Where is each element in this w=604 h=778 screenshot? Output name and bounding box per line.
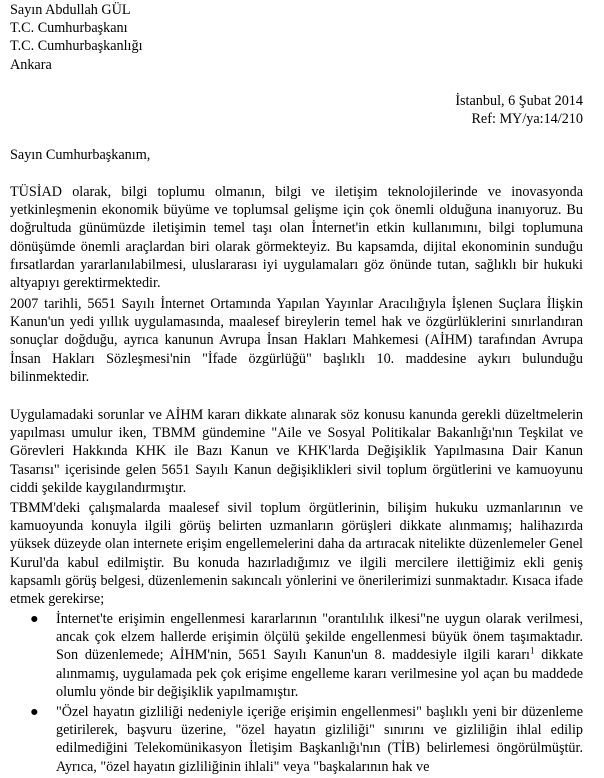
paragraph-law-5651: 2007 tarihli, 5651 Sayılı İnternet Ortamında Yapılan Yayınlar Aracılığıyla İşlenen Suçlara İlişkin Kanun'un yedi yıllık uygulamasında, maalesef bireylerin temel hak ve özgürlüklerini sınırlandıran sonuçlar doğduğu, ayrıca kanunun Avrupa İnsan Hakları Mahkemesi (AİHM) tarafından Avrupa İnsan Hakları Sözleşmesi'nin "İfade özgürlüğü" başlıklı 10. maddesine aykırı bulunduğu bilinmektedir. bbox=[10, 296, 583, 385]
list-item-text: "Özel hayatın gizliliği nedeniyle içeriğe erişimin engellenmesi" başlıklı yeni bir düzenleme getirilerek, başvuru üzerine, "özel hayatın gizliliği" sınırını ve gizliliğin ihlal edilip edilmediğini Telekomünikasyon İletişim Başkanlığı'nın (TİB) belirlemesi öngörülmüştür. Ayrıca, "özel hayatın gizliliğinin ihlali" veya "başkalarının hak ve bbox=[56, 704, 583, 775]
list-item-text: İnternet'te erişimin engellenmesi kararlarının "orantılılık ilkesi"ne uygun olarak verilmesi, ancak çok elzem hallerde erişimin ölçülü şekilde engellenmesi büyük önem taşımaktadır. Son düzenlemede; AİHM'nin, 5651 Sayılı Kanun'un 8. maddesiyle ilgili kararı bbox=[56, 611, 583, 664]
letter-date: İstanbul, 6 Şubat 2014 bbox=[455, 93, 583, 109]
paragraph-intro: TÜSİAD olarak, bilgi toplumu olmanın, bilgi ve iletişim teknolojilerinde ve inovasyonda yetkinleşmenin ekonomik büyüme ve toplumsal gelişme için çok önemli olduğuna inanıyoruz. Bu doğrultuda günümüzde iletişimin temel taşı olan İnternet'in etkin kullanımını, bilgi toplumuna dönüşümde önemli araçlardan biri olarak görmekteyiz. Bu kapsamda, dijital ekonominin sunduğu fırsatlardan yararlanılabilmesi, uluslararası iyi uygulamaları göz önünde tutan, sağlıklı bir hukuki altyapıyı gerektirmektedir. bbox=[10, 184, 583, 292]
bullet-icon: ● bbox=[30, 611, 39, 627]
paragraph-tbmm: TBMM'deki çalışmalarda maalesef sivil toplum örgütlerinin, bilişim hukuku uzmanlarının ve kamuoyunda konuyla ilgili görüş belirten uzmanların görüşleri dikkate alınmamış; halihazırda yüksek düzeyde olan internete erişim engellemelerini daha da artıracak nitelikte düzenlemeler Genel Kurul'da kabul edilmiştir. Bu konuda hazırladığımız ve ilgili mercilere ilettiğimiz ekli geniş kapsamlı görüş belgesi, düzenlemenin sakıncalı yönlerini ve önerilerimizi sunmaktadır. Kısaca ifade etmek gerekirse; bbox=[10, 500, 583, 608]
bullet-icon: ● bbox=[30, 704, 39, 721]
list-item bbox=[10, 610, 583, 701]
date-reference-block bbox=[455, 92, 583, 128]
recipient-address bbox=[10, 1, 143, 74]
recipient-city: Ankara bbox=[10, 56, 52, 73]
letter-reference: Ref: MY/ya:14/210 bbox=[471, 111, 583, 128]
concerns-list bbox=[10, 610, 583, 778]
recipient-office: T.C. Cumhurbaşkanlığı bbox=[10, 38, 143, 55]
paragraph-amendments: Uygulamadaki sorunlar ve AİHM kararı dikkate alınarak söz konusu kanunda gerekli düzeltmelerin yapılması umulur iken, TBMM gündemine "Aile ve Sosyal Politikalar Bakanlığı'nın Teşkilat ve Görevleri Hakkında KHK ile Bazı Kanun ve KHK'larda Değişiklik Yapılmasına Dair Kanun Tasarısı" içerisinde gelen 5651 Sayılı Kanun değişiklikleri sivil toplum örgütlerini ve kamuoyunu ciddi şekilde kaygılandırmıştır. bbox=[10, 407, 583, 496]
list-item-text-continued: dikkate alınmamış, uygulamada pek çok erişime engelleme kararı verilmesine yol açan bu maddede olumlu yönde bir değişiklik yapılmamıştır. bbox=[56, 647, 583, 700]
salutation: Sayın Cumhurbaşkanım, bbox=[10, 147, 151, 163]
recipient-title: T.C. Cumhurbaşkanı bbox=[10, 20, 128, 37]
list-item bbox=[10, 703, 583, 776]
recipient-name: Sayın Abdullah GÜL bbox=[10, 2, 131, 18]
footnote-marker: 1 bbox=[530, 645, 535, 656]
